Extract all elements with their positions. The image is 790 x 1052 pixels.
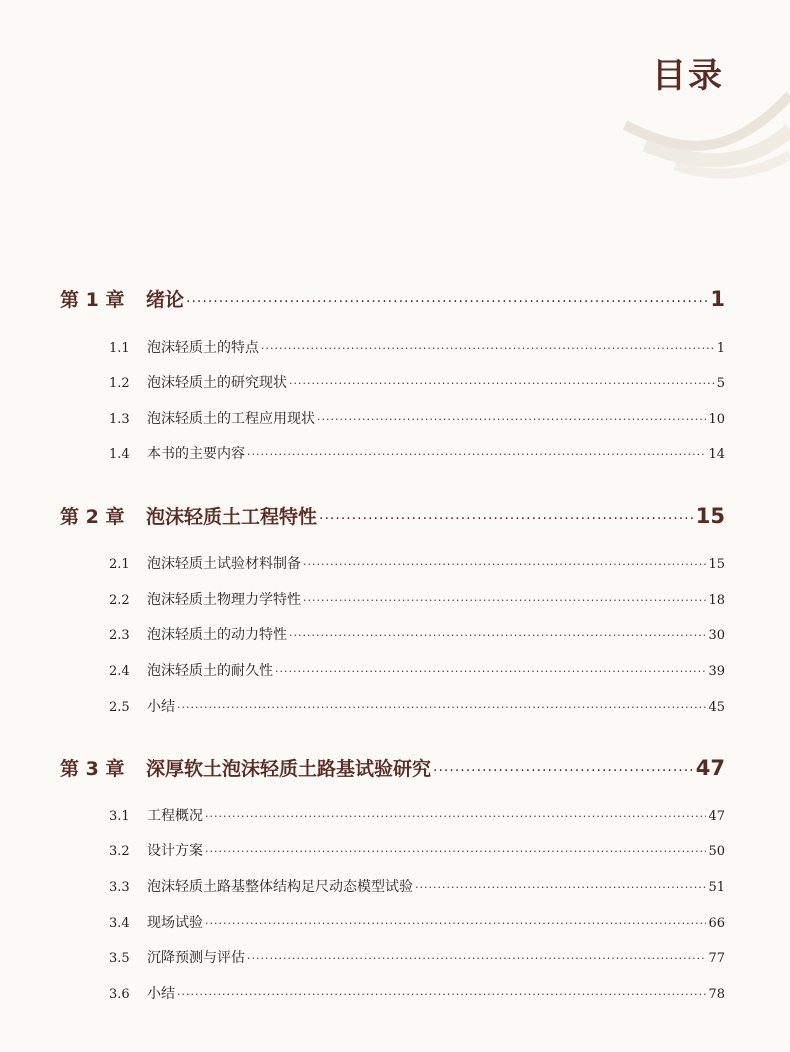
chapter-title: 深厚软土泡沫轻质土路基试验研究 [146,758,432,780]
section-title: 泡沫轻质土试验材料制备 [147,556,301,572]
section-number: 3.1 [109,809,130,824]
section-number: 3.4 [109,916,130,931]
toc-section-1-2[interactable] [109,372,725,392]
section-page: 77 [708,951,725,966]
section-number: 3.6 [109,987,130,1002]
toc-section-2-3[interactable] [109,624,725,644]
section-title: 现场试验 [147,915,203,931]
section-number: 2.3 [109,628,130,643]
toc-chapter-3[interactable] [60,754,725,781]
toc-section-1-3[interactable] [109,408,725,428]
section-page: 39 [708,664,725,679]
toc-section-3-2[interactable] [109,840,725,860]
section-page: 5 [716,376,725,391]
toc-section-2-5[interactable] [109,696,725,716]
chapter-number: 第 2 章 [60,506,125,528]
leader-dots [261,342,715,355]
section-page: 14 [708,447,725,462]
section-title: 沉降预测与评估 [147,950,245,966]
section-page: 10 [708,412,725,427]
section-number: 2.4 [109,664,130,679]
section-page: 51 [708,880,725,895]
section-title: 泡沫轻质土物理力学特性 [147,592,301,608]
leader-dots [205,810,706,823]
section-title: 本书的主要内容 [147,446,245,462]
section-title: 泡沫轻质土的研究现状 [147,375,287,391]
leader-dots [317,413,706,426]
toc-section-1-4[interactable] [109,443,725,463]
leader-dots [289,629,706,642]
section-title: 泡沫轻质土路基整体结构足尺动态模型试验 [147,879,413,895]
section-title: 小结 [147,699,175,715]
toc-section-3-1[interactable] [109,805,725,825]
section-title: 小结 [147,986,175,1002]
section-page: 47 [708,809,725,824]
section-number: 1.4 [109,447,130,462]
section-title: 设计方案 [147,843,203,859]
section-page: 78 [708,987,725,1002]
toc-section-3-3[interactable] [109,876,725,896]
chapter-page: 47 [695,756,725,780]
leader-dots [205,845,706,858]
toc-section-2-2[interactable] [109,589,725,609]
section-number: 1.3 [109,412,130,427]
chapter-page: 1 [710,287,725,311]
leader-dots [303,594,706,607]
chapter-number: 第 1 章 [60,289,125,311]
toc-section-3-4[interactable] [109,912,725,932]
section-title: 泡沫轻质土的动力特性 [147,627,287,643]
section-page: 50 [708,844,725,859]
section-number: 2.1 [109,557,130,572]
section-title: 泡沫轻质土的工程应用现状 [147,411,315,427]
leader-dots [247,448,706,461]
toc-chapter-1[interactable] [60,285,725,312]
chapter-number: 第 3 章 [60,758,125,780]
leader-dots [247,952,706,965]
page-title: 目录 [652,56,724,96]
leader-dots [186,294,708,310]
chapter-title: 绪论 [146,289,185,311]
section-title: 泡沫轻质土的耐久性 [147,663,273,679]
section-number: 2.2 [109,593,130,608]
leader-dots [177,988,706,1001]
leader-dots [289,377,715,390]
chapter-title: 泡沫轻质土工程特性 [146,506,318,528]
section-page: 45 [708,700,725,715]
toc-section-2-4[interactable] [109,660,725,680]
leader-dots [433,763,694,779]
toc-section-3-6[interactable] [109,983,725,1003]
toc-chapter-2[interactable] [60,502,725,529]
toc-section-1-1[interactable] [109,337,725,357]
section-number: 3.3 [109,880,130,895]
leader-dots [319,511,694,527]
section-number: 2.5 [109,700,130,715]
section-number: 3.5 [109,951,130,966]
leader-dots [205,917,706,930]
leader-dots [415,881,706,894]
toc-section-3-5[interactable] [109,947,725,967]
section-page: 1 [716,341,725,356]
section-title: 工程概况 [147,808,203,824]
section-page: 66 [708,916,725,931]
section-number: 1.2 [109,376,130,391]
section-title: 泡沫轻质土的特点 [147,340,259,356]
chapter-page: 15 [695,504,725,528]
leader-dots [275,665,706,678]
toc-section-2-1[interactable] [109,553,725,573]
section-page: 30 [708,628,725,643]
section-page: 18 [708,593,725,608]
leader-dots [303,558,706,571]
section-page: 15 [708,557,725,572]
leader-dots [177,701,706,714]
section-number: 3.2 [109,844,130,859]
section-number: 1.1 [109,341,130,356]
